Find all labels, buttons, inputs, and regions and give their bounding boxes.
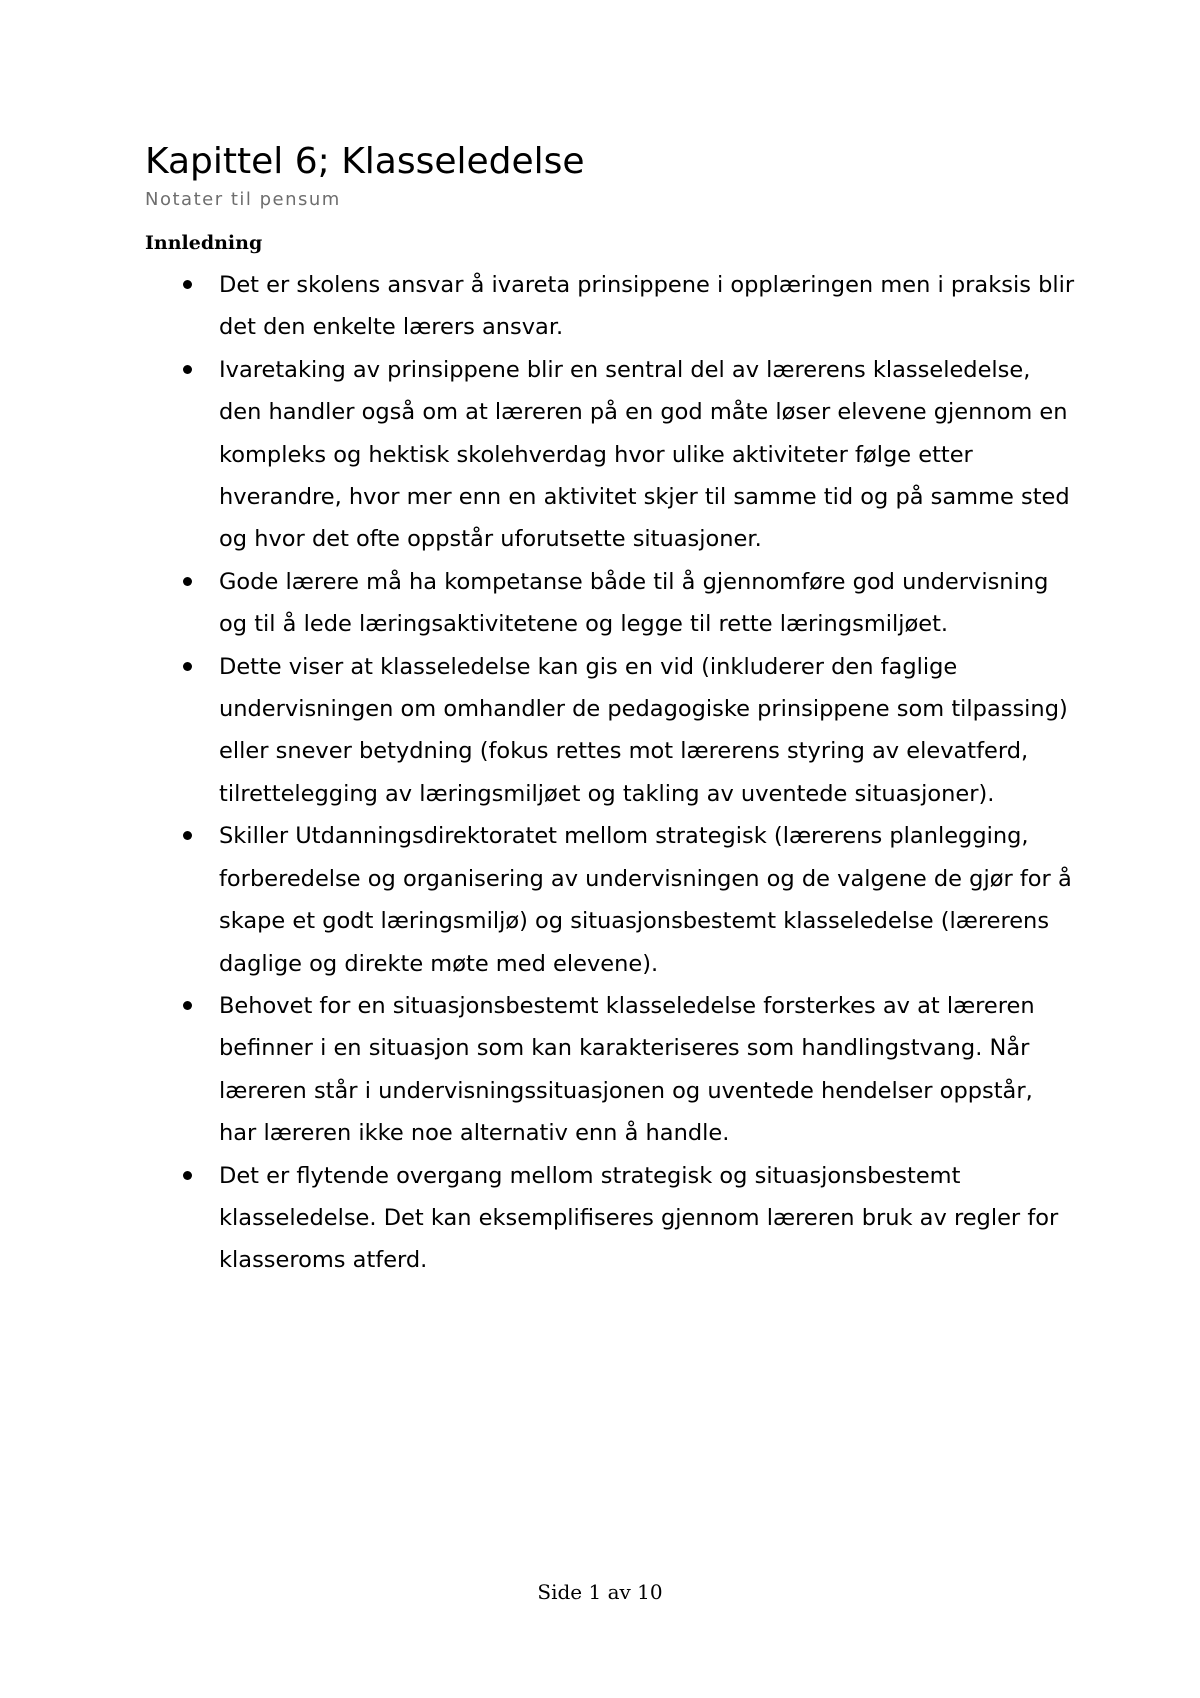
- bullet-icon: [183, 1001, 192, 1010]
- bullet-list: [145, 264, 1075, 1282]
- list-item-text: Dette viser at klasseledelse kan gis en vid (inkluderer den faglige undervisningen om omhandler de pedagogiske prinsippene som tilpassing) eller snever betydning (fokus rettes mot lærerens styring av elevatferd, tilrettelegging av læringsmiljøet og takling av uventede situasjoner).: [219, 653, 1068, 807]
- bullet-icon: [183, 831, 192, 840]
- list-item-text: Gode lærere må ha kompetanse både til å gjennomføre god undervisning og til å lede læringsaktivitetene og legge til rette læringsmiljøet.: [219, 568, 1049, 638]
- bullet-icon: [183, 1171, 192, 1180]
- section-heading: Innledning: [145, 232, 263, 254]
- list-item-text: Behovet for en situasjonsbestemt klasseledelse forsterkes av at læreren befinner i en situasjon som kan karakteriseres som handlingstvang. Når læreren står i undervisningssituasjonen og uventede hendelser oppstår, har læreren ikke noe alternativ enn å handle.: [219, 992, 1035, 1147]
- page-title: Kapittel 6; Klasseledelse: [145, 141, 585, 182]
- list-item: [145, 264, 1075, 349]
- bullet-icon: [183, 280, 192, 289]
- list-item: [145, 815, 1075, 985]
- list-item-text: Det er skolens ansvar å ivareta prinsippene i opplæringen men i praksis blir det den enkelte lærers ansvar.: [219, 272, 1075, 341]
- bullet-icon: [183, 577, 192, 586]
- list-item: [145, 561, 1075, 646]
- list-item-text: Det er flytende overgang mellom strategisk og situasjonsbestemt klasseledelse. Det kan eksemplifiseres gjennom læreren bruk av regler for klasseroms atferd.: [219, 1162, 1059, 1274]
- list-item: [145, 349, 1075, 561]
- list-item: [145, 646, 1075, 816]
- list-item-text: Skiller Utdanningsdirektoratet mellom strategisk (lærerens planlegging, forberedelse og organisering av undervisningen og de valgene de gjør for å skape et godt læringsmiljø) og situasjonsbestemt klasseledelse (lærerens daglige og direkte møte med elevene).: [219, 823, 1072, 977]
- list-item-text: Ivaretaking av prinsippene blir en sentral del av lærerens klasseledelse, den handler også om at læreren på en god måte løser elevene gjennom en kompleks og hektisk skolehverdag hvor ulike aktiviteter følge etter hverandre, hvor mer enn en aktivitet skjer til samme tid og på samme sted og hvor det ofte oppstår uforutsette situasjoner.: [219, 356, 1070, 553]
- list-item: [145, 985, 1075, 1155]
- bullet-icon: [183, 365, 192, 374]
- page-subtitle: Notater til pensum: [145, 189, 341, 210]
- bullet-icon: [183, 662, 192, 671]
- page-number: Side 1 av 10: [537, 1580, 663, 1604]
- list-item: [145, 1155, 1075, 1282]
